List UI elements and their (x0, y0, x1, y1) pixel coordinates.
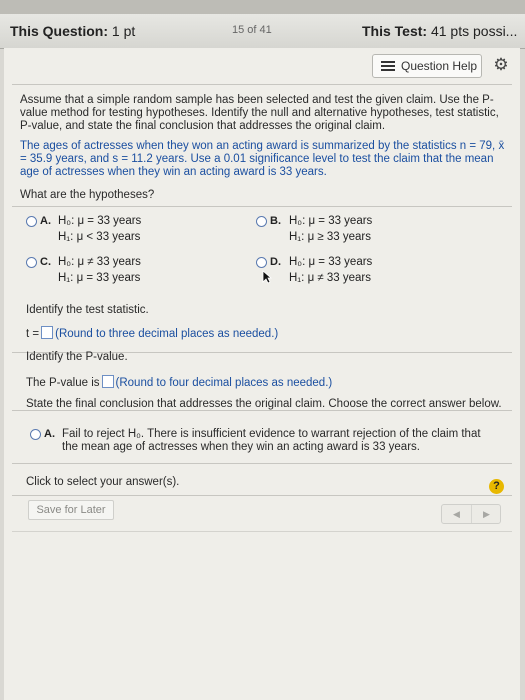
option-b-h1: H₁: μ ≥ 33 years (289, 231, 372, 243)
pvalue-prompt: Identify the P-value. (26, 351, 128, 363)
gear-icon[interactable]: ⚙ (493, 55, 509, 74)
instructions-text: Assume that a simple random sample has been selected and test the given claim. Use the P-value method for testing hypotheses. Identify the null and alternative hypotheses, test statistic, P-value, and state the final conclusion that addresses the original claim. (20, 94, 499, 132)
help-icon[interactable]: ? (489, 479, 504, 494)
option-c-h0: H₀: μ ≠ 33 years (58, 256, 141, 268)
option-c-radio[interactable] (26, 257, 37, 268)
question-nav (441, 504, 501, 524)
divider (12, 495, 512, 496)
divider (12, 206, 512, 207)
option-d-h1: H₁: μ ≠ 33 years (289, 272, 372, 284)
test-points: This Test: 41 pts possi... (362, 23, 518, 39)
option-a-radio[interactable] (26, 216, 37, 227)
next-arrow-icon[interactable]: ▶ (471, 505, 501, 523)
option-a-h1: H₁: μ < 33 years (58, 231, 141, 243)
option-c-h1: H₁: μ = 33 years (58, 272, 141, 284)
question-panel (4, 48, 520, 700)
click-instruction: Click to select your answer(s). (26, 476, 180, 488)
option-b-h0: H₀: μ = 33 years (289, 215, 373, 227)
option-a-h0: H₀: μ = 33 years (58, 215, 142, 227)
test-stat-prompt: Identify the test statistic. (26, 304, 149, 316)
previous-arrow-icon[interactable]: ◀ (453, 509, 460, 519)
conclusion-a-radio[interactable] (30, 429, 41, 440)
option-d-radio[interactable] (256, 257, 267, 268)
divider (12, 531, 512, 532)
divider (12, 410, 512, 411)
option-a-label: A. (40, 215, 51, 227)
option-b-label: B. (270, 215, 281, 227)
option-d-h0: H₀: μ = 33 years (289, 256, 373, 268)
conclusion-a-text: Fail to reject H₀. There is insufficient evidence to warrant rejection of the claim that the mean age of actresses when they win an acting award is 33 years. (62, 428, 481, 453)
pvalue-row: The P-value is (Round to four decimal places as needed.) (26, 377, 333, 389)
mouse-pointer-icon (262, 270, 272, 284)
question-help-button[interactable]: Question Help (372, 54, 482, 78)
photo-border (0, 0, 525, 14)
save-for-later-button[interactable]: Save for Later (28, 500, 114, 520)
list-icon (381, 61, 395, 71)
test-stat-row: t = (Round to three decimal places as needed.) (26, 328, 279, 340)
option-c-label: C. (40, 256, 51, 268)
divider (12, 463, 512, 464)
option-b-radio[interactable] (256, 216, 267, 227)
question-progress: 15 of 41 (232, 24, 272, 36)
conclusion-prompt: State the final conclusion that addresses the original claim. Choose the correct answer below. (26, 398, 502, 410)
divider (12, 84, 512, 85)
pvalue-input[interactable] (102, 375, 114, 388)
question-points: This Question: 1 pt (10, 23, 136, 39)
problem-statement: The ages of actresses when they won an acting award is summarized by the statistics n = 79, x̄ = 35.9 years, and s = 11.2 years. Use a 0.01 significance level to test the claim that the mean age of actresses when they win an acting award is 33 years. (20, 140, 505, 178)
conclusion-a-label: A. (44, 428, 55, 440)
test-stat-input[interactable] (41, 326, 53, 339)
header-bar (0, 14, 525, 49)
option-d-label: D. (270, 256, 281, 268)
hypotheses-prompt: What are the hypotheses? (20, 189, 155, 201)
